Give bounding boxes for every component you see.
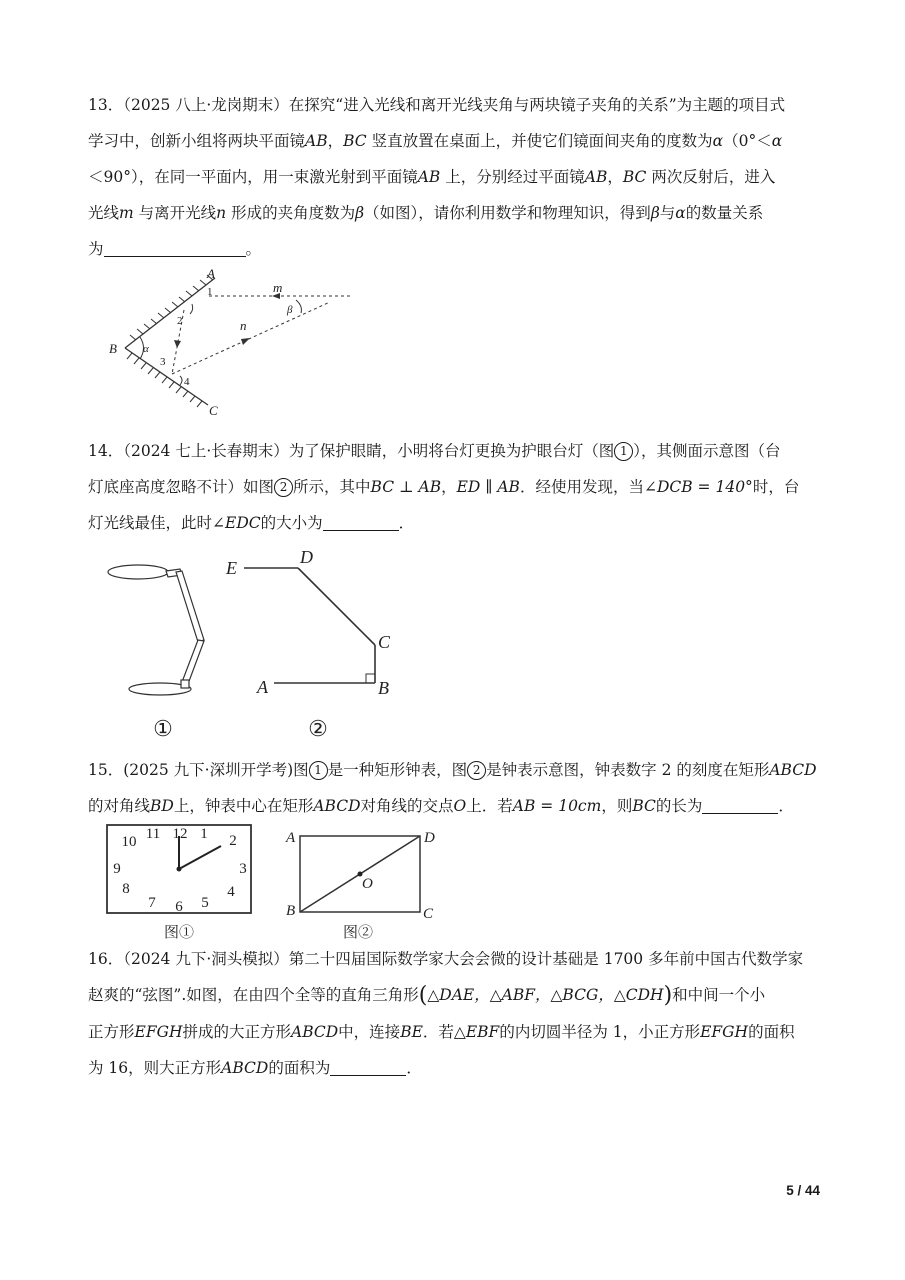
label-D: D bbox=[300, 547, 313, 567]
q13-math: α bbox=[712, 132, 724, 150]
clock-numeral-1: 1 bbox=[200, 826, 208, 842]
clock-numeral-9: 9 bbox=[113, 861, 121, 877]
q16-text: ．若 bbox=[422, 1023, 454, 1041]
label-n: n bbox=[240, 318, 247, 333]
q14-text: ．经使用发现，当 bbox=[519, 478, 644, 496]
answer-blank[interactable] bbox=[702, 795, 778, 814]
clock-numeral-11: 11 bbox=[145, 826, 161, 842]
q13-line-2 bbox=[88, 123, 818, 159]
q14-text: 的大小为 bbox=[260, 514, 323, 532]
q16-text: 拼成的大正方形 bbox=[182, 1023, 291, 1041]
q15-math: AB = 10cm bbox=[512, 797, 602, 815]
q16-text: ． bbox=[406, 1059, 422, 1077]
label-E: E bbox=[226, 558, 237, 578]
question-13 bbox=[88, 87, 818, 267]
q16-text: 赵爽的“弦图”.如图，在由四个全等的直角三角形 bbox=[88, 986, 419, 1004]
label-A: A bbox=[257, 677, 268, 697]
q16-text: 为 16，则大正方形 bbox=[88, 1059, 222, 1077]
q15-text: ，则 bbox=[601, 797, 633, 815]
q15-rectangle-figure bbox=[280, 822, 450, 944]
q14-lamp-figure bbox=[100, 558, 220, 741]
clock-numeral-4: 4 bbox=[227, 884, 235, 900]
q15-math: BC bbox=[632, 797, 656, 815]
q16-line-3 bbox=[88, 1014, 818, 1050]
label-A: A bbox=[286, 830, 296, 846]
q13-math: m bbox=[119, 204, 134, 222]
q15-text: 上，钟表中心在矩形 bbox=[173, 797, 314, 815]
q15-text: 是钟表示意图，钟表数字 2 的刻度在矩形 bbox=[486, 761, 770, 779]
q14-line-3 bbox=[88, 505, 818, 541]
q16-math: ABCD bbox=[221, 1059, 269, 1077]
label-angle-4: 4 bbox=[184, 376, 190, 388]
caption-fig-2: 图② bbox=[342, 925, 374, 941]
q14-text: 14．（2024 七上·长春期末）为了保护眼睛，小明将台灯更换为护眼台灯（图 bbox=[88, 442, 615, 460]
label-A: A bbox=[207, 266, 215, 281]
label-C: C bbox=[378, 632, 391, 652]
label-B: B bbox=[378, 678, 389, 698]
q13-math: α bbox=[771, 132, 783, 150]
q14-text: ， bbox=[441, 478, 457, 496]
q15-clock-figure bbox=[104, 822, 254, 944]
q13-line-3 bbox=[88, 159, 818, 195]
q13-text: 上，分别经过平面镜 bbox=[440, 168, 585, 186]
q13-text: 。 bbox=[245, 240, 262, 258]
q16-math: EFGH bbox=[134, 1023, 183, 1041]
q15-text: 对角线的交点 bbox=[360, 797, 454, 815]
q16-text: 的面积 bbox=[748, 1023, 795, 1041]
q13-math: β bbox=[355, 204, 365, 222]
clock-numeral-8: 8 bbox=[122, 881, 130, 897]
q16-math: EFGH bbox=[700, 1023, 749, 1041]
q13-text: 竖直放置在桌面上，并使它们镜面间夹角的度数为 bbox=[366, 132, 713, 150]
q13-math: AB bbox=[305, 132, 328, 150]
q16-line-4 bbox=[88, 1050, 818, 1086]
label-C: C bbox=[209, 403, 218, 418]
q14-math: ∠EDC bbox=[212, 514, 261, 532]
label-B: B bbox=[109, 341, 117, 356]
q16-text: 的内切圆半径为 1，小正方形 bbox=[499, 1023, 701, 1041]
q15-text: 15．(2025 九下·深圳开学考)图 bbox=[88, 761, 309, 779]
q16-text: 正方形 bbox=[88, 1023, 135, 1041]
q15-math: ABCD bbox=[313, 797, 361, 815]
q13-math: BC bbox=[622, 168, 647, 186]
label-angle-1: 1 bbox=[207, 286, 213, 298]
label-angle-2: 2 bbox=[177, 315, 183, 327]
question-14 bbox=[88, 433, 818, 541]
answer-blank[interactable] bbox=[330, 1057, 406, 1076]
label-angle-3: 3 bbox=[160, 356, 166, 368]
q14-text: 时，台 bbox=[752, 478, 800, 496]
q15-text: ． bbox=[778, 797, 794, 815]
q14-line-2 bbox=[88, 469, 818, 505]
q16-text: 中，连接 bbox=[338, 1023, 401, 1041]
q15-text: 是一种矩形钟表，图 bbox=[327, 761, 468, 779]
q13-text: 两次反射后，进入 bbox=[646, 168, 776, 186]
q14-text: 灯光线最佳，此时 bbox=[88, 514, 213, 532]
q16-math: △DAE，△ABF，△BCG，△CDH bbox=[427, 986, 664, 1004]
q16-math: △EBF bbox=[453, 1023, 500, 1041]
q16-text: 的面积为 bbox=[268, 1059, 331, 1077]
q13-text: ， bbox=[327, 132, 344, 150]
q15-line-1 bbox=[88, 752, 818, 788]
page-number: 5 / 44 bbox=[786, 1183, 820, 1198]
right-paren: ) bbox=[663, 983, 673, 1008]
clock-numeral-5: 5 bbox=[201, 895, 209, 911]
q14-geometry-figure bbox=[220, 548, 420, 743]
clock-numeral-6: 6 bbox=[175, 899, 183, 915]
q16-text: 16．（2024 九下·洞头模拟）第二十四届国际数学家大会会微的设计基础是 1700 多年前中国古代数学家 bbox=[88, 950, 804, 968]
q14-math: ED ∥ AB bbox=[456, 478, 520, 496]
circled-number: 1 bbox=[614, 442, 633, 461]
q13-text: 为 bbox=[88, 240, 104, 258]
q15-text: 上．若 bbox=[466, 797, 513, 815]
caption-2: ② bbox=[308, 716, 328, 741]
q15-math: ABCD bbox=[769, 761, 817, 779]
q13-math: AB bbox=[584, 168, 608, 186]
label-alpha: α bbox=[143, 343, 149, 355]
q16-math: ABCD bbox=[291, 1023, 339, 1041]
q16-math: BE bbox=[400, 1023, 423, 1041]
label-D: D bbox=[424, 830, 435, 846]
q13-text: 与离开光线 bbox=[133, 204, 217, 222]
q13-line-4 bbox=[88, 195, 818, 231]
caption-1: ① bbox=[153, 716, 173, 741]
q15-line-2 bbox=[88, 788, 818, 824]
circled-number: 1 bbox=[309, 761, 328, 780]
q13-text: 学习中，创新小组将两块平面镜 bbox=[88, 132, 306, 150]
left-paren: ( bbox=[418, 983, 428, 1008]
q14-text: ． bbox=[398, 514, 415, 532]
q13-text: 与 bbox=[659, 204, 676, 222]
q15-text: 的对角线 bbox=[88, 797, 151, 815]
label-C: C bbox=[423, 906, 434, 922]
label-m: m bbox=[273, 280, 283, 295]
q13-text: 13．（2025 八上·龙岗期末）在探究“进入光线和离开光线夹角与两块镜子夹角的关系”为主题的项目式 bbox=[88, 96, 786, 114]
clock-numeral-12: 12 bbox=[172, 826, 188, 842]
q13-math: β bbox=[650, 204, 660, 222]
clock-numeral-3: 3 bbox=[239, 861, 247, 877]
q16-line-2 bbox=[88, 977, 818, 1014]
q13-mirror-figure bbox=[100, 262, 370, 422]
q15-text: 的长为 bbox=[655, 797, 703, 815]
q13-math: BC bbox=[343, 132, 367, 150]
q13-text: 光线 bbox=[88, 204, 120, 222]
q15-math: O bbox=[453, 797, 467, 815]
q13-text: ， bbox=[607, 168, 623, 186]
q16-text: 和中间一个小 bbox=[672, 986, 766, 1004]
q13-text: ＜90°），在同一平面内，用一束激光射到平面镜 bbox=[88, 168, 418, 186]
answer-blank[interactable] bbox=[104, 238, 246, 257]
q14-text: 所示，其中 bbox=[293, 478, 371, 496]
q13-math: AB bbox=[417, 168, 441, 186]
q13-text: （0°＜ bbox=[723, 132, 772, 150]
question-15 bbox=[88, 752, 818, 824]
q14-line-1 bbox=[88, 433, 818, 469]
clock-numeral-7: 7 bbox=[148, 895, 156, 911]
clock-numeral-10: 10 bbox=[121, 834, 137, 850]
label-B: B bbox=[286, 903, 296, 919]
q14-text: ），其侧面示意图（台 bbox=[633, 442, 781, 460]
q13-math: α bbox=[675, 204, 686, 222]
q13-line-1 bbox=[88, 87, 818, 123]
question-16 bbox=[88, 941, 818, 1086]
q14-text: 灯底座高度忽略不计）如图 bbox=[88, 478, 275, 496]
q14-math: BC ⊥ AB bbox=[370, 478, 442, 496]
circled-number: 2 bbox=[274, 478, 293, 497]
caption-fig-1: 图① bbox=[163, 925, 195, 941]
clock-numeral-2: 2 bbox=[229, 833, 237, 849]
q13-text: （如图），请你利用数学和物理知识，得到 bbox=[364, 204, 651, 222]
q13-math: n bbox=[216, 204, 227, 222]
q16-line-1 bbox=[88, 941, 818, 977]
q14-math: ∠DCB = 140° bbox=[643, 478, 753, 496]
q13-text: 的数量关系 bbox=[685, 204, 764, 222]
label-beta: β bbox=[287, 304, 293, 316]
answer-blank[interactable] bbox=[323, 512, 399, 531]
q15-math: BD bbox=[150, 797, 174, 815]
q13-text: 形成的夹角度数为 bbox=[226, 204, 356, 222]
circled-number: 2 bbox=[467, 761, 486, 780]
label-O: O bbox=[362, 876, 373, 892]
